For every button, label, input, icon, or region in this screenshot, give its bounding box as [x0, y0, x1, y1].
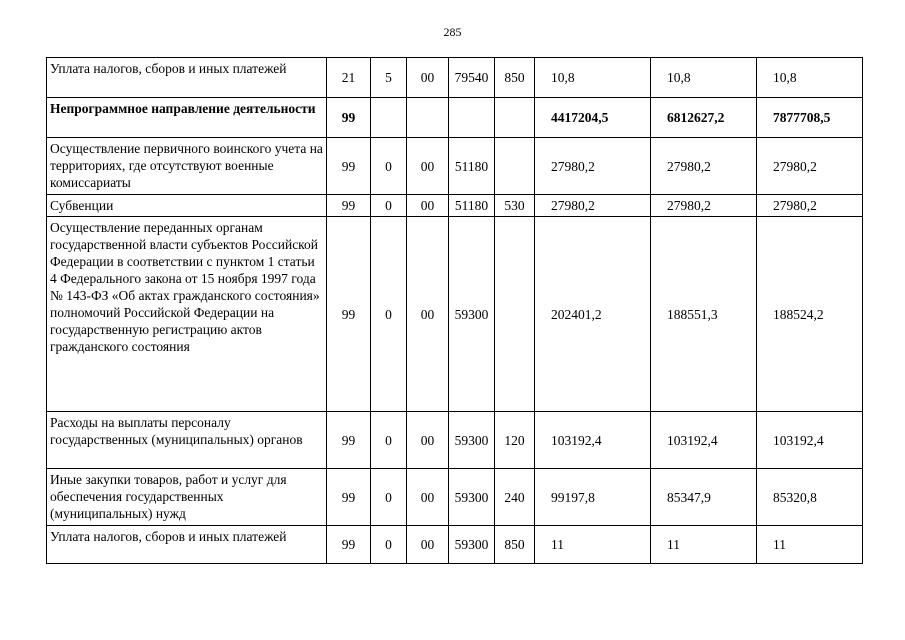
page-number: 285	[443, 25, 462, 39]
table-row	[47, 138, 863, 195]
table-row	[47, 98, 863, 138]
code-cell: 240	[495, 469, 535, 526]
code-cell	[495, 217, 535, 412]
amount-cell: 27980,2	[535, 138, 651, 195]
amount-cell: 188524,2	[757, 217, 863, 412]
code-cell: 59300	[449, 217, 495, 412]
code-cell	[449, 98, 495, 138]
code-cell: 5	[371, 58, 407, 98]
code-cell: 00	[407, 526, 449, 564]
code-cell: 0	[371, 412, 407, 469]
amount-cell: 27980,2	[757, 195, 863, 217]
code-cell: 850	[495, 526, 535, 564]
code-cell: 99	[327, 138, 371, 195]
amount-cell: 103192,4	[535, 412, 651, 469]
code-cell	[495, 138, 535, 195]
amount-cell: 99197,8	[535, 469, 651, 526]
code-cell: 59300	[449, 526, 495, 564]
row-description: Иные закупки товаров, работ и услуг для обеспечения государственных (муниципальных) нужд	[47, 469, 327, 526]
amount-cell: 11	[535, 526, 651, 564]
code-cell: 79540	[449, 58, 495, 98]
amount-cell: 27980,2	[651, 195, 757, 217]
code-cell: 21	[327, 58, 371, 98]
table-row	[47, 412, 863, 469]
amount-cell: 85347,9	[651, 469, 757, 526]
code-cell: 99	[327, 217, 371, 412]
amount-cell: 6812627,2	[651, 98, 757, 138]
code-cell: 99	[327, 526, 371, 564]
row-description: Расходы на выплаты персоналу государственных (муниципальных) органов	[47, 412, 327, 469]
amount-cell: 11	[651, 526, 757, 564]
code-cell: 530	[495, 195, 535, 217]
table-row	[47, 217, 863, 412]
code-cell: 00	[407, 217, 449, 412]
code-cell: 00	[407, 469, 449, 526]
code-cell: 51180	[449, 195, 495, 217]
table-row	[47, 469, 863, 526]
code-cell: 0	[371, 195, 407, 217]
row-description: Субвенции	[47, 195, 327, 217]
code-cell: 00	[407, 195, 449, 217]
code-cell: 99	[327, 98, 371, 138]
amount-cell: 10,8	[651, 58, 757, 98]
row-description: Осуществление переданных органам государственной власти субъектов Российской Федерации в соответствии с пунктом 1 статьи 4 Федерального закона от 15 ноября 1997 года № 143-ФЗ «Об актах гражданского состояния» полномочий Российской Федерации на государственную регистрацию актов гражданского состояния	[47, 217, 327, 412]
code-cell	[407, 98, 449, 138]
code-cell: 0	[371, 469, 407, 526]
amount-cell: 85320,8	[757, 469, 863, 526]
amount-cell: 11	[757, 526, 863, 564]
amount-cell: 10,8	[535, 58, 651, 98]
amount-cell: 103192,4	[651, 412, 757, 469]
row-description: Уплата налогов, сборов и иных платежей	[47, 58, 327, 98]
code-cell: 0	[371, 217, 407, 412]
amount-cell: 202401,2	[535, 217, 651, 412]
code-cell: 99	[327, 469, 371, 526]
code-cell: 00	[407, 58, 449, 98]
code-cell: 59300	[449, 412, 495, 469]
code-cell: 00	[407, 412, 449, 469]
amount-cell: 103192,4	[757, 412, 863, 469]
code-cell: 0	[371, 138, 407, 195]
amount-cell: 10,8	[757, 58, 863, 98]
code-cell: 00	[407, 138, 449, 195]
amount-cell: 7877708,5	[757, 98, 863, 138]
code-cell: 51180	[449, 138, 495, 195]
amount-cell: 188551,3	[651, 217, 757, 412]
table-row	[47, 195, 863, 217]
amount-cell: 27980,2	[651, 138, 757, 195]
code-cell: 120	[495, 412, 535, 469]
code-cell: 59300	[449, 469, 495, 526]
row-description: Непрограммное направление деятельности	[47, 98, 327, 138]
table-row	[47, 58, 863, 98]
table-row	[47, 526, 863, 564]
code-cell	[495, 98, 535, 138]
code-cell	[371, 98, 407, 138]
code-cell: 850	[495, 58, 535, 98]
code-cell: 99	[327, 195, 371, 217]
budget-table	[46, 57, 863, 564]
code-cell: 99	[327, 412, 371, 469]
code-cell: 0	[371, 526, 407, 564]
row-description: Уплата налогов, сборов и иных платежей	[47, 526, 327, 564]
amount-cell: 27980,2	[757, 138, 863, 195]
amount-cell: 4417204,5	[535, 98, 651, 138]
row-description: Осуществление первичного воинского учета на территориях, где отсутствуют военные комиссариаты	[47, 138, 327, 195]
amount-cell: 27980,2	[535, 195, 651, 217]
